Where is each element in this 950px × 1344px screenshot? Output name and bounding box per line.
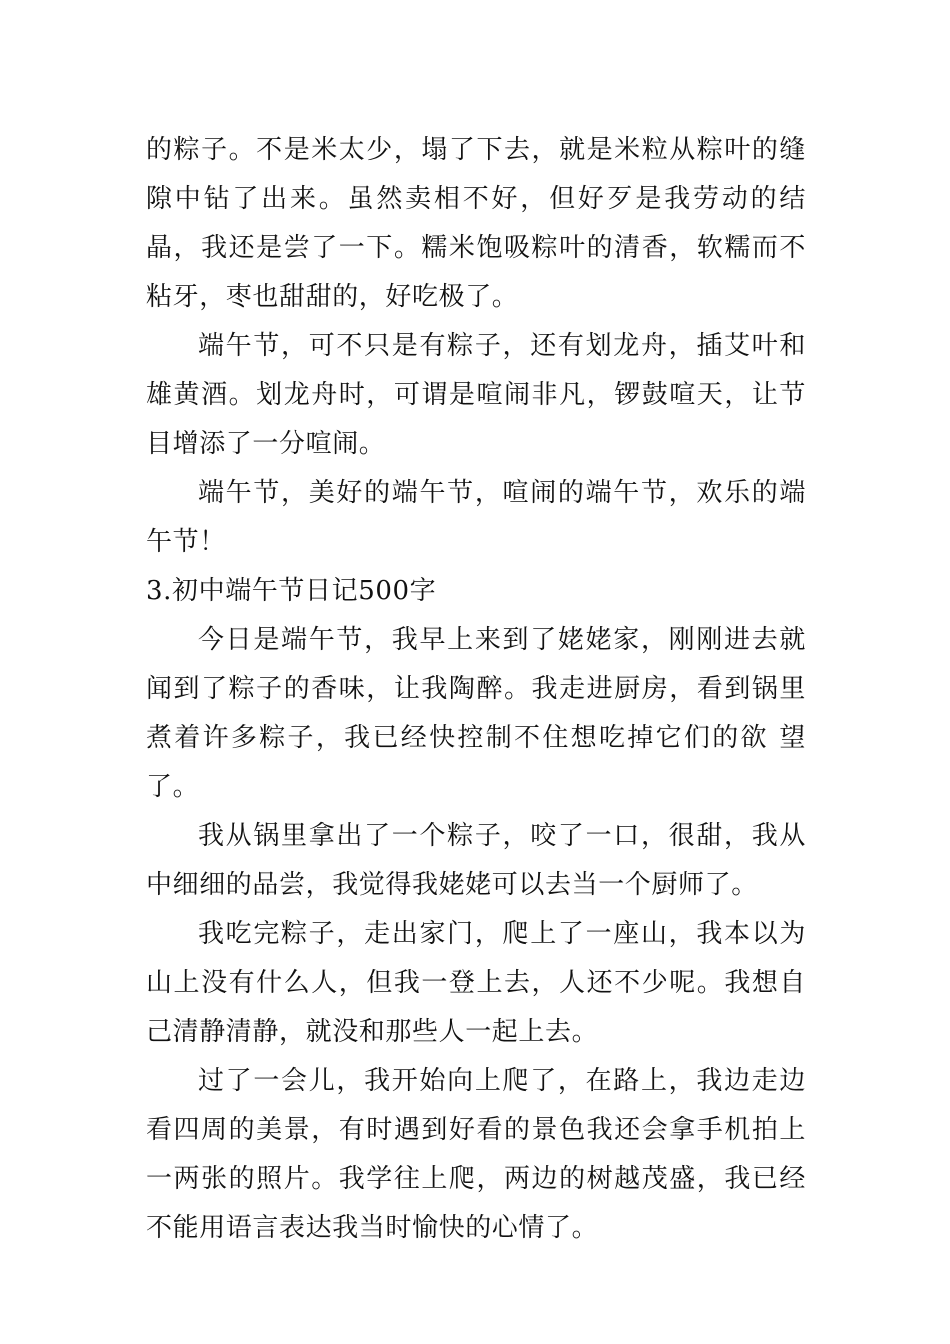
- section-paragraph-2: 我从锅里拿出了一个粽子，咬了一口，很甜，我从中细细的品尝，我觉得我姥姥可以去当一个厨师了。: [146, 821, 806, 900]
- paragraph-1: 的粽子。不是米太少，塌了下去，就是米粒从粽叶的缝隙中钻了出来。虽然卖相不好，但好歹是我劳动的结晶，我还是尝了一下。糯米饱吸粽叶的清香，软糯而不粘牙，枣也甜甜的，好吃极了。: [146, 135, 806, 312]
- document-body: [146, 126, 806, 1253]
- section-paragraph-4: 过了一会儿，我开始向上爬了，在路上，我边走边看四周的美景，有时遇到好看的景色我还会拿手机拍上一两张的照片。我学往上爬，两边的树越茂盛，我已经不能用语言表达我当时愉快的心情了。: [146, 1066, 806, 1243]
- section-paragraph-3: 我吃完粽子，走出家门，爬上了一座山，我本以为山上没有什么人，但我一登上去，人还不少呢。我想自己清静清静，就没和那些人一起上去。: [146, 919, 806, 1047]
- paragraph-3: 端午节，美好的端午节，喧闹的端午节，欢乐的端午节！: [146, 478, 806, 557]
- section-heading: 3.初中端午节日记500字: [146, 576, 437, 606]
- section-paragraph-1: 今日是端午节，我早上来到了姥姥家，刚刚进去就闻到了粽子的香味，让我陶醉。我走进厨房，看到锅里煮着许多粽子，我已经快控制不住想吃掉它们的欲 望了。: [146, 625, 806, 802]
- paragraph-2: 端午节，可不只是有粽子，还有划龙舟，插艾叶和雄黄酒。划龙舟时，可谓是喧闹非凡，锣鼓喧天，让节目增添了一分喧闹。: [146, 331, 806, 459]
